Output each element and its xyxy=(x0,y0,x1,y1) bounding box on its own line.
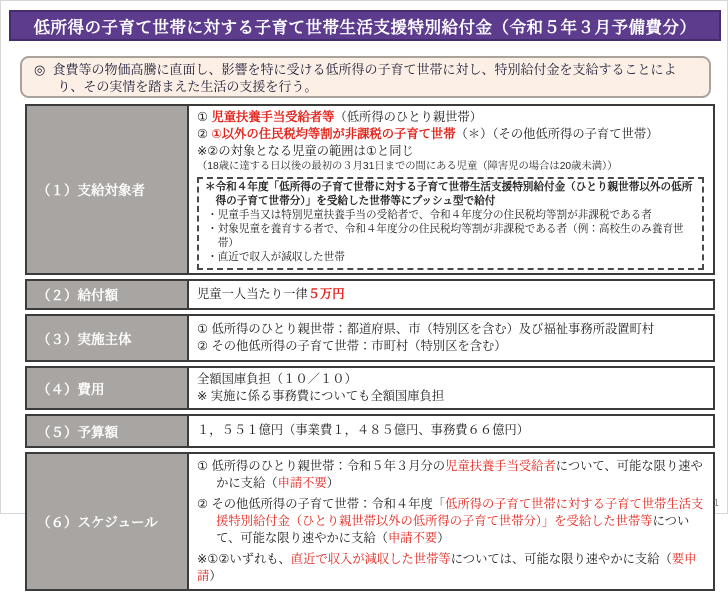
schedule-item-1 xyxy=(197,458,706,492)
intro-text xyxy=(34,62,699,96)
row-label-text: （５）予算額 xyxy=(37,424,118,440)
text-segment-red: 申請不要 xyxy=(277,475,327,490)
schedule-note xyxy=(197,551,706,585)
text-segment: ② その他低所得の子育て世帯：令和４年度「 xyxy=(197,496,446,511)
row-content-amount xyxy=(189,281,713,308)
push-box-title: ＊令和４年度「低所得の子育て世帯に対する子育て世帯生活支援特別給付金（ひとり親世帯以外の低所得の子育て世帯分）」を受給した世帯等にプッシュ型で給付 xyxy=(205,181,693,208)
push-payment-box xyxy=(197,177,704,270)
text-segment: について、可能な限り速やかに支給（ xyxy=(216,458,703,490)
schedule-item-2 xyxy=(197,496,706,547)
row-label-text: （６）スケジュール xyxy=(37,515,158,531)
text-segment-red: 直近で収入が減収した世帯等 xyxy=(290,551,451,566)
table-row-recipients xyxy=(25,104,715,275)
text-segment: については、可能な限り速やかに支給（ xyxy=(450,551,672,566)
table-row-amount xyxy=(25,279,715,310)
intro-body: 食費等の物価高騰に直面し、影響を特に受ける低所得の子育て世帯に対し、特別給付金を支給することにより、その実情を踏まえた生活の支援を行う。 xyxy=(52,62,677,94)
row-label-implementers xyxy=(27,316,189,360)
row-label-text: （４）費用 xyxy=(37,381,105,397)
text-segment-red: 低所得の子育て世帯に対する子育て世帯生活支援特別給付金（ひとり親世帯以外の低所得の子育て世帯分）」を受給した世帯等 xyxy=(216,496,704,528)
implementer-item-2: ② その他低所得の子育て世帯：市町村（特別区を含む） xyxy=(197,338,507,353)
push-box-bullet: ・直近で収入が減収した世帯 xyxy=(207,250,345,263)
implementer-item-1: ① 低所得のひとり親世帯：都道府県、市（特別区を含む）及び福祉事務所設置町村 xyxy=(197,321,655,336)
row-label-amount xyxy=(27,281,189,308)
text-segment: ② xyxy=(197,126,212,141)
row-label-budget xyxy=(27,416,189,446)
row-content-cost xyxy=(189,368,713,408)
row-label-cost xyxy=(27,368,189,408)
row-label-recipients xyxy=(27,106,189,273)
text-segment: ※①②いずれも、 xyxy=(197,551,291,566)
table-row-schedule xyxy=(25,452,715,591)
push-box-bullet: ・対象児童を養育する者で、令和４年度分の住民税均等割が非課税である者（例：高校生のみ養育世帯） xyxy=(207,223,684,249)
text-segment: ） xyxy=(326,475,340,490)
row-label-text: （３）実施主体 xyxy=(37,331,132,347)
text-segment-red: 申請不要 xyxy=(387,530,438,545)
recipients-item-1 xyxy=(197,109,706,126)
page-title xyxy=(9,10,721,41)
text-segment-red: 児童扶養手当受給者 xyxy=(445,458,556,473)
row-content-budget xyxy=(189,416,713,446)
recipients-note-detail: （18歳に達する日以後の最初の３月31日までの間にある児童（障害児の場合は20歳未満）） xyxy=(197,160,618,172)
table-row-budget xyxy=(25,414,715,448)
cost-line-1: 全額国庫負担（１０／１０） xyxy=(197,371,357,386)
text-segment-red: 要申請 xyxy=(197,551,697,583)
text-segment: （低所得のひとり親世帯） xyxy=(334,110,483,124)
row-content-implementers xyxy=(189,316,713,360)
text-segment-red: 児童扶養手当受給者等 xyxy=(211,110,335,124)
recipients-item-2 xyxy=(197,126,706,143)
row-label-text: （２）給付額 xyxy=(37,288,118,304)
row-content-schedule xyxy=(189,454,713,589)
page-title-text: 低所得の子育て世帯に対する子育て世帯生活支援特別給付金（令和５年３月予備費分） xyxy=(33,18,697,37)
text-segment: ） xyxy=(209,568,222,583)
recipients-note: ※②の対象となる児童の範囲は①と同じ xyxy=(197,143,414,158)
amount-line xyxy=(197,286,706,303)
text-segment: ） xyxy=(437,530,450,545)
benefit-table xyxy=(25,104,715,595)
push-box-bullet: ・児童手当又は特別児童扶養手当の受給者で、令和４年度分の住民税均等割が非課税である者 xyxy=(207,209,652,222)
text-segment-red: ①以外の住民税均等割が非課税の子育て世帯 xyxy=(211,126,456,141)
text-segment: ① xyxy=(197,110,212,124)
text-segment: （＊）（その他低所得の子育て世帯） xyxy=(455,126,659,141)
intro-note xyxy=(20,56,711,98)
row-content-recipients xyxy=(189,106,713,273)
table-row-implementers xyxy=(25,314,715,362)
table-row-cost xyxy=(25,366,715,410)
row-label-schedule xyxy=(27,454,189,589)
intro-marker-icon: ◎ xyxy=(34,62,46,77)
page-number: 1 xyxy=(713,498,719,509)
text-segment-red: ５万円 xyxy=(307,286,345,301)
cost-line-2: ※ 実施に係る事務費についても全額国庫負担 xyxy=(197,388,445,403)
text-segment: について、可能な限り速やかに支給（ xyxy=(216,513,690,545)
text-segment: ① 低所得のひとり親世帯：令和５年３月分の xyxy=(197,458,446,473)
row-label-text: （１）支給対象者 xyxy=(37,183,145,199)
budget-line: １，５５１億円（事業費１，４８５億円、事務費６６億円） xyxy=(197,423,530,438)
text-segment: 児童一人当たり一律 xyxy=(197,286,308,301)
